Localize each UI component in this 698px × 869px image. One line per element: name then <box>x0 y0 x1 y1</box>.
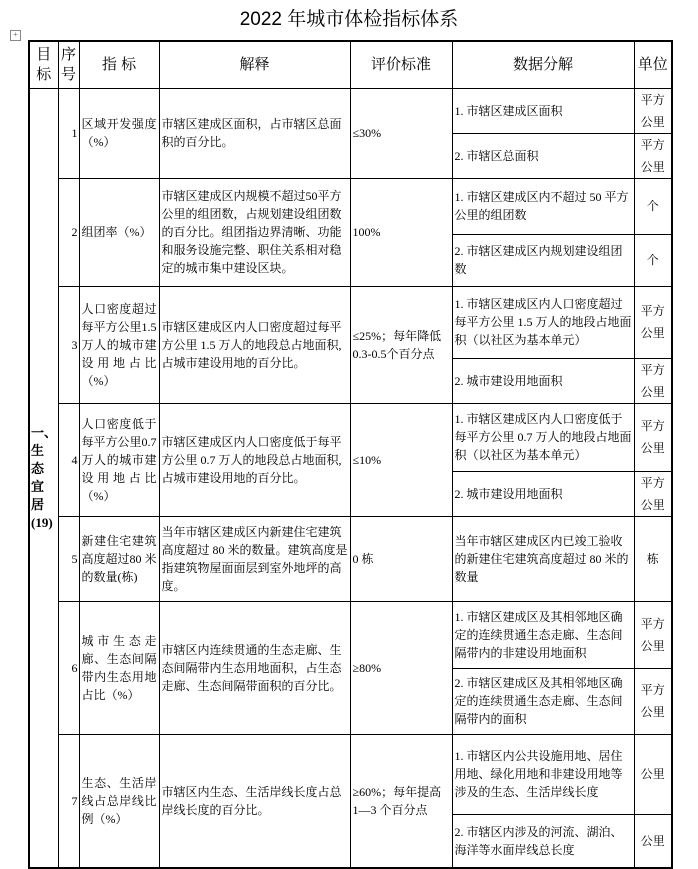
data-breakdown-item: 2. 市辖区建成区及其相邻地区确定的连续贯通生态走廊、生态间隔带内的面积 <box>452 668 634 734</box>
data-breakdown-item: 1. 市辖区建成区面积 <box>452 88 634 133</box>
unit: 平方公里 <box>634 471 672 516</box>
data-breakdown-item: 2. 市辖区总面积 <box>452 133 634 178</box>
data-breakdown-item: 2. 城市建设用地面积 <box>452 471 634 516</box>
unit: 平方公里 <box>634 601 672 668</box>
unit: 平方公里 <box>634 358 672 403</box>
header-breakdown: 数据分解 <box>452 41 634 88</box>
indicator-explanation: 市辖区建成区面积，占市辖区总面积的百分比。 <box>159 88 350 178</box>
unit: 个 <box>634 234 672 286</box>
indicator-name: 城市生态走廊、生态间隔带内生态用地占比（%） <box>79 601 159 734</box>
unit: 个 <box>634 178 672 234</box>
data-breakdown-item: 2. 市辖区建成区内规划建设组团数 <box>452 234 634 286</box>
indicator-explanation: 市辖区建成区内人口密度低于每平方公里 0.7 万人的地段总占地面积,占城市建设用地的百分比。 <box>159 403 350 516</box>
unit: 平方公里 <box>634 403 672 471</box>
row-number: 6 <box>58 601 79 734</box>
unit: 平方公里 <box>634 133 672 178</box>
indicator-explanation: 市辖区内连续贯通的生态走廊、生态间隔带内生态用地面积，占生态走廊、生态间隔带面积的百分比。 <box>159 601 350 734</box>
header-unit: 单位 <box>634 41 672 88</box>
indicator-table <box>28 40 673 869</box>
table-row <box>29 601 672 668</box>
indicator-explanation: 市辖区内生态、生活岸线长度占总岸线长度的百分比。 <box>159 734 350 868</box>
evaluation-standard: 100% <box>350 178 452 286</box>
table-move-handle-icon[interactable]: + <box>10 30 21 41</box>
data-breakdown-item: 2. 市辖区内涉及的河流、湖泊、海洋等水面岸线总长度 <box>452 814 634 868</box>
header-indicator: 指 标 <box>79 41 159 88</box>
evaluation-standard: ≥60%；每年提高 1—3 个百分点 <box>350 734 452 868</box>
header-standard: 评价标准 <box>350 41 452 88</box>
header-explanation: 解释 <box>159 41 350 88</box>
row-number: 2 <box>58 178 79 286</box>
document-title: 2022 年城市体检指标体系 <box>239 9 459 30</box>
evaluation-standard: ≤25%；每年降低0.3-0.5个百分点 <box>350 286 452 403</box>
header-no: 序号 <box>58 41 79 88</box>
indicator-name: 组团率（%） <box>79 178 159 286</box>
evaluation-standard: ≤10% <box>350 403 452 516</box>
evaluation-standard: ≥80% <box>350 601 452 734</box>
table-row <box>29 178 672 234</box>
indicator-explanation: 市辖区建成区内人口密度超过每平方公里 1.5 万人的地段总占地面积,占城市建设用地的百分比。 <box>159 286 350 403</box>
table-row <box>29 286 672 358</box>
header-goal: 目标 <box>29 41 58 88</box>
table-row <box>29 88 672 133</box>
table-row <box>29 403 672 471</box>
indicator-explanation: 当年市辖区建成区内新建住宅建筑高度超过 80 米的数量。建筑高度是指建筑物屋面面层到室外地坪的高度。 <box>159 516 350 601</box>
unit: 栋 <box>634 516 672 601</box>
row-number: 7 <box>58 734 79 868</box>
indicator-name: 新建住宅建筑高度超过80 米的数量(栋) <box>79 516 159 601</box>
data-breakdown-item: 1. 市辖区建成区内不超过 50 平方公里的组团数 <box>452 178 634 234</box>
data-breakdown-item: 2. 城市建设用地面积 <box>452 358 634 403</box>
row-number: 3 <box>58 286 79 403</box>
indicator-name: 生态、生活岸线占总岸线比例（%） <box>79 734 159 868</box>
evaluation-standard: ≤30% <box>350 88 452 178</box>
data-breakdown-item: 当年市辖区建成区内已竣工验收的新建住宅建筑高度超过 80 米的数量 <box>452 516 634 601</box>
unit: 公里 <box>634 814 672 868</box>
indicator-name: 人口密度低于每平方公里0.7万人的城市建设用地占比（%） <box>79 403 159 516</box>
data-breakdown-item: 1. 市辖区建成区内人口密度低于每平方公里 0.7 万人的地段占地面积（以社区为基本单元） <box>452 403 634 471</box>
table-row <box>29 516 672 601</box>
indicator-name: 区域开发强度（%） <box>79 88 159 178</box>
data-breakdown-item: 1. 市辖区建成区及其相邻地区确定的连续贯通生态走廊、生态间隔带内的非建设用地面积 <box>452 601 634 668</box>
unit: 公里 <box>634 734 672 814</box>
data-breakdown-item: 1. 市辖区建成区内人口密度超过每平方公里 1.5 万人的地段占地面积（以社区为基本单元） <box>452 286 634 358</box>
unit: 平方公里 <box>634 88 672 133</box>
unit: 平方公里 <box>634 668 672 734</box>
goal-category: 一、生态宜居(19) <box>29 88 58 868</box>
indicator-explanation: 市辖区建成区内规模不超过50平方公里的组团数，占规划建设组团数的百分比。组团指边界清晰、功能和服务设施完整、职住关系相对稳定的城市集中建设区块。 <box>159 178 350 286</box>
row-number: 5 <box>58 516 79 601</box>
row-number: 1 <box>58 88 79 178</box>
indicator-name: 人口密度超过每平方公里1.5万人的城市建设用地占比（%） <box>79 286 159 403</box>
row-number: 4 <box>58 403 79 516</box>
header-row <box>29 41 672 88</box>
unit: 平方公里 <box>634 286 672 358</box>
table-row <box>29 734 672 814</box>
evaluation-standard: 0 栋 <box>350 516 452 601</box>
data-breakdown-item: 1. 市辖区内公共设施用地、居住用地、绿化用地和非建设用地等涉及的生态、生活岸线长度 <box>452 734 634 814</box>
